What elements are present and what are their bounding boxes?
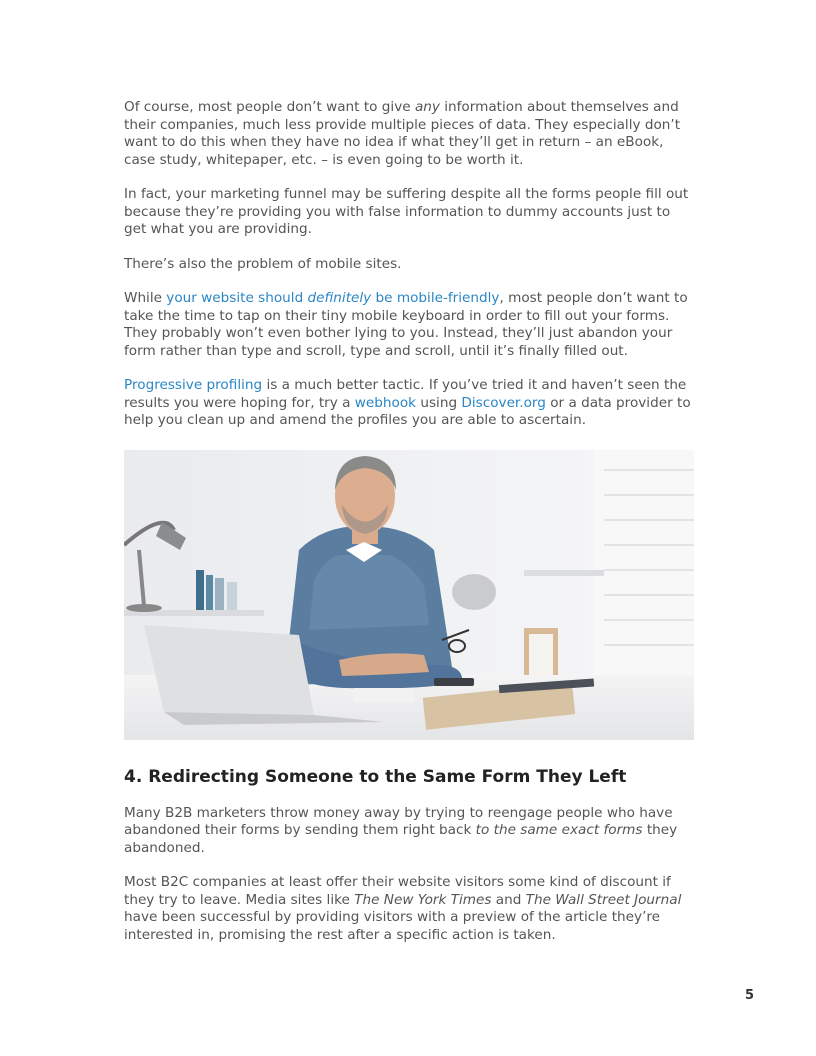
paragraph-1 xyxy=(124,99,696,169)
emphasis: The New York Times xyxy=(354,891,492,908)
man-at-laptop-photo xyxy=(124,450,694,740)
emphasis: to the same exact forms xyxy=(475,822,643,838)
section-heading: 4. Redirecting Someone to the Same Form They Left xyxy=(124,766,627,787)
text: information about themselves and their companies, much less provide multiple pieces of data. They especially don’t want to do this when they have no idea if what they’ll get in return – an eBook, case study, whitepaper, etc. – is even going to be worth it. xyxy=(124,99,681,168)
text: or a data provider to help you clean up and amend the profiles you are able to ascertain. xyxy=(124,394,691,428)
text: and xyxy=(491,891,526,908)
paragraph-6 xyxy=(124,805,696,858)
text: is a much better tactic. If you’ve tried it and haven’t seen the results you were hoping for, try a xyxy=(124,377,687,411)
paragraph-7 xyxy=(124,874,696,944)
text: , most people don’t want to take the time to tap on their tiny mobile keyboard in order to fill out your forms. They probably won’t even bother lying to you. Instead, they’ll just abandon your form rather than type and scroll, type and scroll, until it’s finally filled out. xyxy=(124,290,688,359)
text: using xyxy=(416,394,462,411)
text: they abandoned. xyxy=(124,822,678,856)
discover-org-link[interactable]: Discover.org xyxy=(461,394,546,411)
progressive-profiling-link[interactable]: Progressive profiling xyxy=(124,377,263,393)
paragraph-2: In fact, your marketing funnel may be suffering despite all the forms people fill out because they’re providing you with false information to dummy accounts just to get what you are providing. xyxy=(124,186,689,237)
paragraph-3: There’s also the problem of mobile sites. xyxy=(124,255,402,272)
mobile-friendly-link[interactable]: your website should definitely be mobile-friendly xyxy=(166,290,500,306)
text: Of course, most people don’t want to give xyxy=(124,99,415,115)
article-body xyxy=(124,99,696,961)
text: While xyxy=(124,290,167,306)
emphasis: any xyxy=(414,99,440,115)
text: Most B2C companies at least offer their website visitors some kind of discount if they try to leave. Media sites like xyxy=(124,874,671,908)
text: Many B2B marketers throw money away by trying to reengage people who have abandoned their forms by sending them right back xyxy=(124,804,673,838)
text: have been successful by providing visitors with a preview of the article they’re interested in, promising the rest after a specific action is taken. xyxy=(124,909,661,943)
paragraph-5 xyxy=(124,377,696,430)
page-number: 5 xyxy=(744,988,754,1003)
paragraph-4 xyxy=(124,290,696,360)
webhook-link[interactable]: webhook xyxy=(354,394,417,411)
emphasis: The Wall Street Journal xyxy=(525,891,682,908)
